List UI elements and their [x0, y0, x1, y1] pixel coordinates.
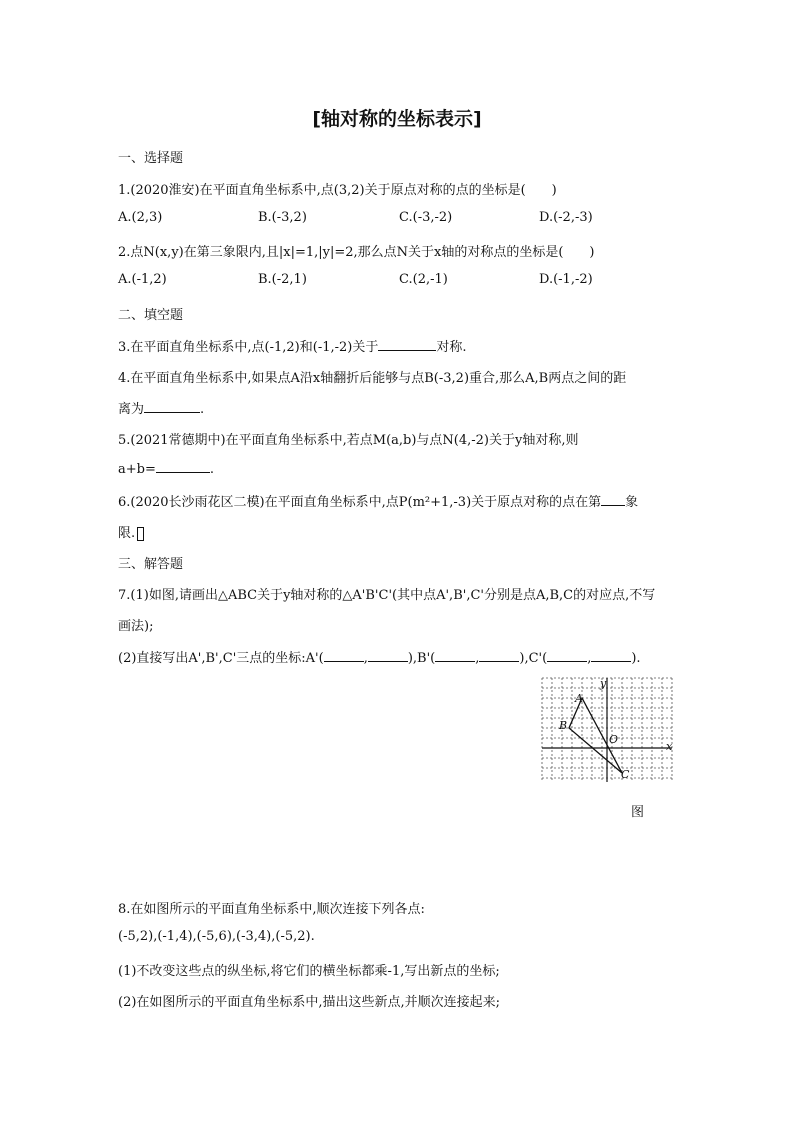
- q7-c-y-blank[interactable]: [591, 649, 631, 662]
- q7-a-y-blank[interactable]: [368, 649, 408, 662]
- q1-option-d: D.(-2,-3): [539, 210, 593, 225]
- section-choice: 一、选择题: [118, 151, 184, 166]
- section-solve: 三、解答题: [118, 557, 184, 572]
- q1-stem: 1.(2020淮安)在平面直角坐标系中,点(3,2)关于原点对称的点的坐标是( ): [118, 183, 557, 198]
- q2-option-b: B.(-2,1): [258, 272, 307, 287]
- q6-text-before: 6.(2020长沙雨花区二模)在平面直角坐标系中,点P(m²+1,-3)关于原点对称的点在第: [118, 495, 602, 510]
- label-c: C: [621, 768, 630, 781]
- q8-line4: (2)在如图所示的平面直角坐标系中,描出这些新点,并顺次连接起来;: [118, 995, 501, 1010]
- q6-text-after: 象: [625, 495, 639, 510]
- q7-text-d: ).: [631, 651, 641, 666]
- q6-answer-blank[interactable]: [601, 493, 625, 506]
- q4-text-before: 离为: [118, 402, 145, 417]
- cursor-box: [137, 527, 144, 541]
- q5-text-after: .: [209, 462, 214, 477]
- q6-line1: [118, 491, 638, 510]
- q4-text-after: .: [200, 402, 205, 417]
- q5-line2: [118, 460, 214, 477]
- page-title: [轴对称的坐标表示]: [312, 108, 482, 130]
- label-b: B: [559, 719, 568, 732]
- q3-text-before: 3.在平面直角坐标系中,点(-1,2)和(-1,-2)关于: [118, 340, 379, 355]
- q6-text-line2: 限.: [118, 526, 136, 541]
- q1-option-c: C.(-3,-2): [399, 210, 453, 225]
- section-fill: 二、填空题: [118, 308, 184, 323]
- label-o: O: [609, 733, 619, 746]
- q7-text-c: ),C'(: [519, 651, 548, 666]
- q3-line: [118, 336, 467, 355]
- q5-text-before: a+b=: [118, 462, 156, 477]
- q4-line1: 4.在平面直角坐标系中,如果点A沿x轴翻折后能够与点B(-3,2)重合,那么A,B两点之间的距: [118, 371, 627, 386]
- q1-option-b: B.(-3,2): [258, 210, 307, 225]
- q8-line1: 8.在如图所示的平面直角坐标系中,顺次连接下列各点:: [118, 902, 425, 917]
- q3-answer-blank[interactable]: [378, 338, 436, 351]
- q2-option-a: A.(-1,2): [118, 272, 167, 287]
- q8-line2: (-5,2),(-1,4),(-5,6),(-3,4),(-5,2).: [118, 929, 315, 944]
- label-x: x: [666, 740, 673, 753]
- q6-line2: [118, 522, 144, 541]
- q7-line1: 7.(1)如图,请画出△ABC关于y轴对称的△A'B'C'(其中点A',B',C'分别是点A,B,C的对应点,不写: [118, 588, 656, 603]
- coordinate-grid-figure: [540, 676, 676, 786]
- q4-answer-blank[interactable]: [144, 400, 200, 413]
- q2-stem: 2.点N(x,y)在第三象限内,且|x|=1,|y|=2,那么点N关于x轴的对称点的坐标是( ): [118, 245, 595, 260]
- q7-line3: (2)直接写出A',B',C'三点的坐标:A'( , ),B'( , ),C'( , ).: [118, 651, 641, 666]
- q7-a-x-blank[interactable]: [324, 649, 364, 662]
- q8-line3: (1)不改变这些点的纵坐标,将它们的横坐标都乘-1,写出新点的坐标;: [118, 964, 500, 979]
- label-y: y: [600, 677, 607, 690]
- label-a: A: [575, 692, 583, 705]
- q7-text-b: ),B'(: [407, 651, 436, 666]
- q5-answer-blank[interactable]: [156, 460, 210, 473]
- q7-text-a: (2)直接写出A',B',C'三点的坐标:A'(: [118, 651, 324, 666]
- q7-b-y-blank[interactable]: [479, 649, 519, 662]
- q1-option-a: A.(2,3): [118, 210, 163, 225]
- q7-c-x-blank[interactable]: [547, 649, 587, 662]
- figure-caption: 图: [631, 805, 645, 820]
- q5-line1: 5.(2021常德期中)在平面直角坐标系中,若点M(a,b)与点N(4,-2)关于y轴对称,则: [118, 433, 579, 448]
- q7-b-x-blank[interactable]: [435, 649, 475, 662]
- q4-line2: [118, 398, 204, 417]
- q3-text-after: 对称.: [436, 340, 467, 355]
- q2-option-d: D.(-1,-2): [539, 272, 593, 287]
- q2-option-c: C.(2,-1): [399, 272, 448, 287]
- q7-line2: 画法);: [118, 619, 154, 634]
